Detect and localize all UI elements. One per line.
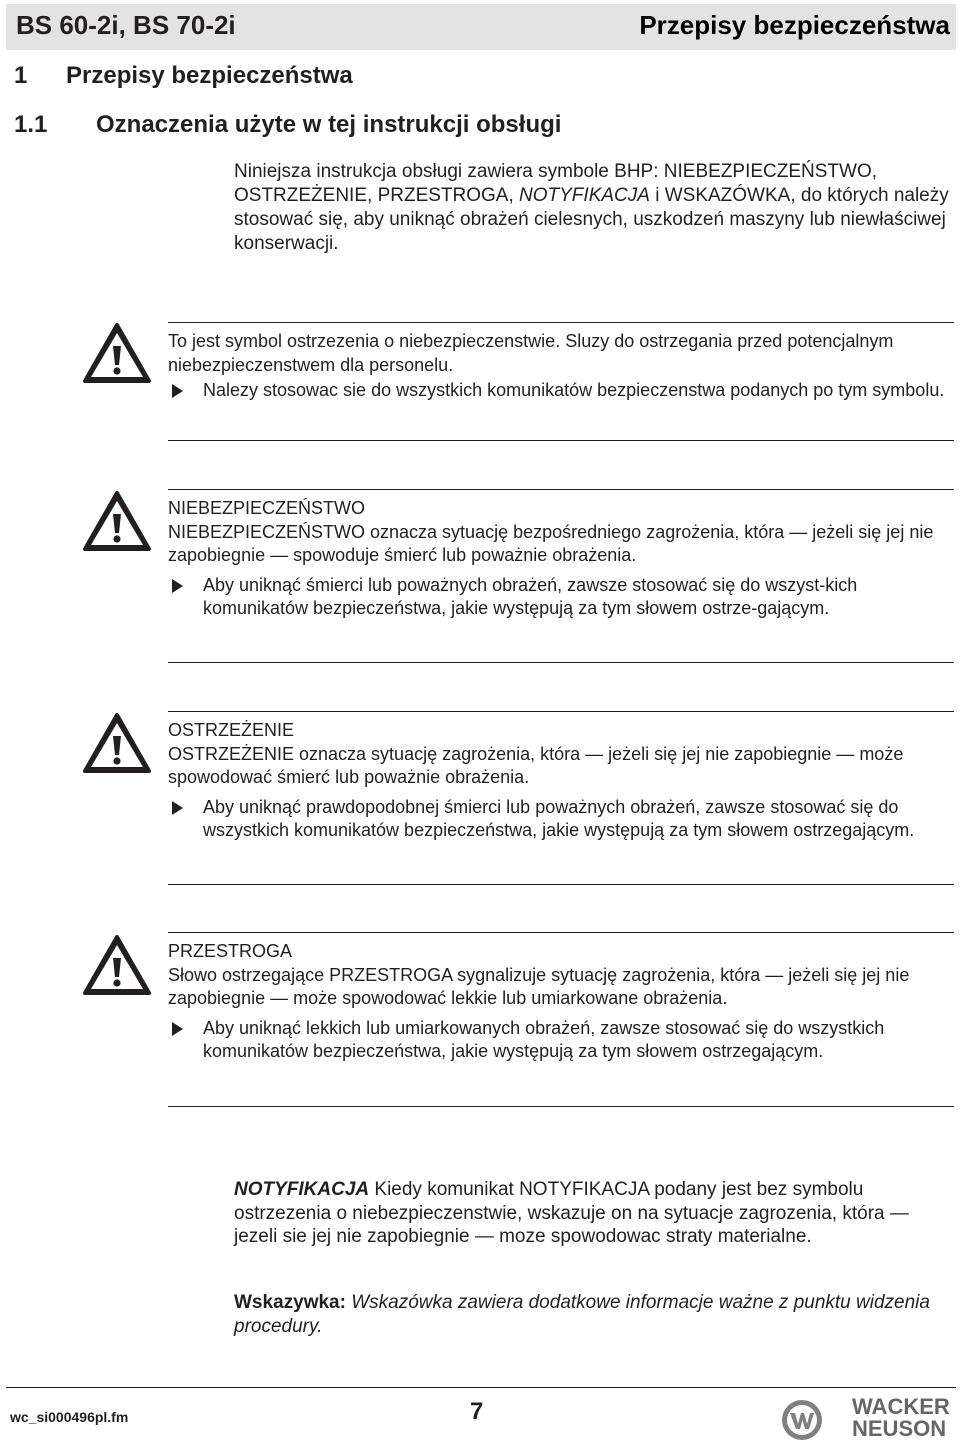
warning-triangle-icon [82,934,152,996]
block-rule-bottom [168,884,954,885]
block-bullet-text: Aby uniknąć prawdopodobnej śmierci lub poważnych obrażeń, zawsze stosować się do wszystkich komunikatów bezpieczeństwa, jakie występują za tym słowem ostrzegającym. [203,796,915,840]
notice-paragraph [234,1178,950,1249]
block-bullet [168,1017,954,1064]
triangle-bullet-icon [172,384,183,398]
block-rule-top [168,322,954,323]
block-bullet-text: Aby uniknąć lekkich lub umiarkowanych obrażeń, zawsze stosować się do wszystkich komunikatów bezpieczeństwa, jakie występują za tym słowem ostrzegającym. [203,1017,885,1061]
intro-text-1: Niniejsza instrukcja obsługi zawiera symbole BHP: NIEBEZPIECZEŃSTWO, OSTRZEŻENIE, PRZESTROGA, [234,161,878,206]
block-title: NIEBEZPIECZEŃSTWO [168,498,366,518]
footer-rule [6,1387,956,1388]
warning-triangle-icon [82,712,152,774]
block-text: Słowo ostrzegające PRZESTROGA sygnalizuje sytuację zagrożenia, która — jeżeli się jej nie zapobiegnie — może spowodować lekkie lub umiarkowane obrażenia. [168,964,910,1008]
block-bullet-text: Aby uniknąć śmierci lub poważnych obrażeń, zawsze stosować się do wszyst-kich komunikatów bezpieczeństwa, jakie występują za tym słowem ostrze-gającym. [203,574,858,618]
model-name: BS 60-2i, BS 70-2i [16,10,236,40]
block-text: OSTRZEŻENIE oznacza sytuację zagrożenia, która — jeżeli się jej nie zapobiegnie — może spowodować śmierć lub poważnie obrażenia. [168,743,904,787]
intro-paragraph [234,160,954,256]
page-header [6,4,956,50]
logo-wordmark-line1: WACKER [852,1394,950,1419]
block-rule-top [168,489,954,490]
wacker-neuson-logo [780,1396,956,1442]
block-rule-bottom [168,1106,954,1107]
block-rule-bottom [168,662,954,663]
logo-wordmark-line2: NEUSON [852,1416,947,1441]
hint-label: Wskazywka: [234,1292,346,1313]
notice-label: NOTYFIKACJA [234,1179,370,1200]
heading-2-number: 1.1 [14,111,48,138]
heading-2-text: Oznaczenia użyte w tej instrukcji obsługi [96,111,562,138]
triangle-bullet-icon [172,579,183,593]
safety-block-general [168,330,954,403]
intro-text-2: i WSKAZÓWKA, do których należy stosować się, aby uniknąć obrażeń cielesnych, uszkodzeń maszyny lub niewłaściwej konserwacji. [234,185,949,254]
block-bullet-text: Nalezy stosowac sie do wszystkich komunikatów bezpieczenstwa podanych po tym symbolu. [203,380,945,400]
heading-2 [14,111,561,139]
hint-text: Wskazówka zawiera dodatkowe informacje ważne z punktu widzenia procedury. [234,1292,930,1337]
block-text: To jest symbol ostrzezenia o niebezpieczenstwie. Sluzy do ostrzegania przed potencjalnym niebezpieczenstwem dla personelu. [168,331,894,375]
block-bullet [168,379,954,403]
safety-block-danger [168,497,954,621]
block-text: NIEBEZPIECZEŃSTWO oznacza sytuację bezpośredniego zagrożenia, która — jeżeli się jej nie zapobiegnie — spowoduje śmierć lub poważnie obrażenia. [168,521,934,565]
section-title: Przepisy bezpieczeństwa [639,10,950,40]
page-number: 7 [470,1398,484,1425]
heading-1 [14,62,353,90]
footer-filename: wc_si000496pl.fm [10,1409,129,1425]
block-rule-top [168,932,954,933]
intro-italic: NOTYFIKACJA [519,185,650,206]
block-rule-top [168,711,954,712]
block-rule-bottom [168,440,954,441]
safety-block-warning [168,719,954,843]
triangle-bullet-icon [172,1022,183,1036]
wacker-neuson-mark-icon [780,1398,824,1442]
notice-text: Kiedy komunikat NOTYFIKACJA podany jest bez symbolu ostrzezenia o niebezpieczenstwie, wskazuje on na sytuacje zagrozenia, która — jezeli sie jej nie zapobiegnie — moze spowodowac straty materialne. [234,1179,909,1247]
warning-triangle-icon [82,490,152,552]
heading-1-number: 1 [14,62,28,89]
block-bullet [168,574,954,621]
block-title: OSTRZEŻENIE [168,720,295,740]
triangle-bullet-icon [172,801,183,815]
hint-paragraph [234,1291,950,1338]
warning-triangle-icon [82,322,152,384]
heading-1-text: Przepisy bezpieczeństwa [66,62,353,89]
safety-block-caution [168,940,954,1064]
block-bullet [168,796,954,843]
block-title: PRZESTROGA [168,941,293,961]
